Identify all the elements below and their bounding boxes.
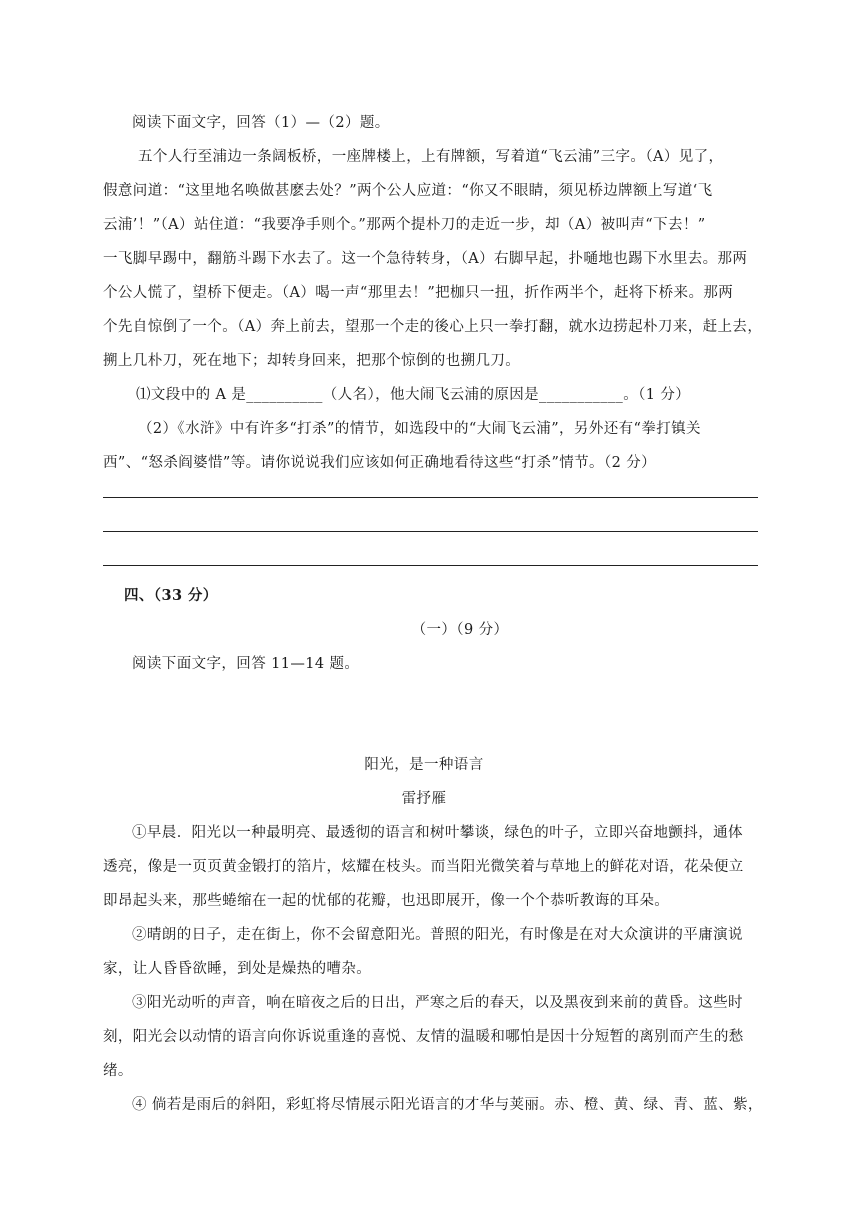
subsection-1-heading: （一）（9 分） [411,622,509,638]
paragraph-1-line: 透亮，像是一页页黄金锻打的箔片，炫耀在枝头。而当阳光微笑着与草地上的鲜花对语，花朵便立 [103,859,744,875]
paragraph-3-line: ③阳光动听的声音，响在暗夜之后的日出，严寒之后的春天，以及黑夜到来前的黄昏。这些时 [132,995,743,1011]
paragraph-1-line: ①早晨．阳光以一种最明亮、最透彻的语言和树叶攀谈，绿色的叶子，立即兴奋地颤抖，通体 [132,825,743,841]
subsection-1-intro: 阅读下面文字，回答 11—14 题。 [132,656,360,672]
article-title: 阳光，是一种语言 [364,757,484,773]
paragraph-3-line: 刻，阳光会以动情的语言向你诉说重逢的喜悦、友情的温暖和哪怕是因十分短暂的离别而产生的愁 [103,1029,744,1045]
answer-line[interactable] [103,531,758,532]
paragraph-3-line: 绪。 [103,1063,133,1079]
passage-line: 假意问道：“这里地名唤做甚麽去处？”两个公人应道：“你又不眼睛，须见桥边牌额上写道‘飞 [103,183,713,199]
paragraph-1-line: 即昂起头来，那些蜷缩在一起的忧郁的花瓣，也迅即展开，像一个个恭听教诲的耳朵。 [103,893,670,909]
passage-line: 搠上几朴刀，死在地下；却转身回来，把那个惊倒的也搠几刀。 [103,353,521,369]
answer-line[interactable] [103,565,758,566]
passage-line: 云浦’！”（A）站住道：“我要净手则个。”那两个提朴刀的走近一步，却（A）被叫声“下去！” [103,217,706,233]
question-2-line: 西”、“怒杀阎婆惜”等。请你说说我们应该如何正确地看待这些“打杀”情节。（2 分） [103,455,657,471]
passage-line: 个先自惊倒了一个。（A）奔上前去，望那一个走的後心上只一拳打翻，就水边捞起朴刀来，赶上去， [103,319,763,335]
article-author: 雷抒雁 [401,791,447,807]
passage-line: 五个人行至浦边一条阔板桥，一座牌楼上，上有牌额，写着道“飞云浦”三字。（A）见了， [138,149,724,165]
paragraph-2-line: ②晴朗的日子，走在街上，你不会留意阳光。普照的阳光，有时像是在对大众演讲的平庸演说 [132,927,743,943]
paragraph-2-line: 家，让人昏昏欲睡，到处是燥热的嘈杂。 [103,961,372,977]
q3-intro: 阅读下面文字，回答（1）—（2）题。 [132,115,390,131]
paragraph-4-line: ④ 倘若是雨后的斜阳，彩虹将尽情展示阳光语言的才华与荚丽。赤、橙、黄、绿、青、蓝、紫， [132,1097,763,1113]
question-1: ⑴文段中的 A 是__________（人名），他大闹飞云浦的原因是___________。（1 分） [136,387,691,403]
passage-line: 一飞脚早踢中，翻筋斗踢下水去了。这一个急待转身，（A）右脚早起，扑嗵地也踢下水里去。那两 [103,251,748,267]
question-2-line: （2）《水浒》中有许多“打杀”的情节，如选段中的“大闹飞云浦”，另外还有“拳打镇关 [138,421,701,437]
section-4-heading: 四、（33 分） [124,587,218,604]
answer-line[interactable] [103,497,758,498]
passage-line: 个公人慌了，望桥下便走。（A）喝一声“那里去！”把枷只一扭，折作两半个，赶将下桥来。那两 [103,285,734,301]
